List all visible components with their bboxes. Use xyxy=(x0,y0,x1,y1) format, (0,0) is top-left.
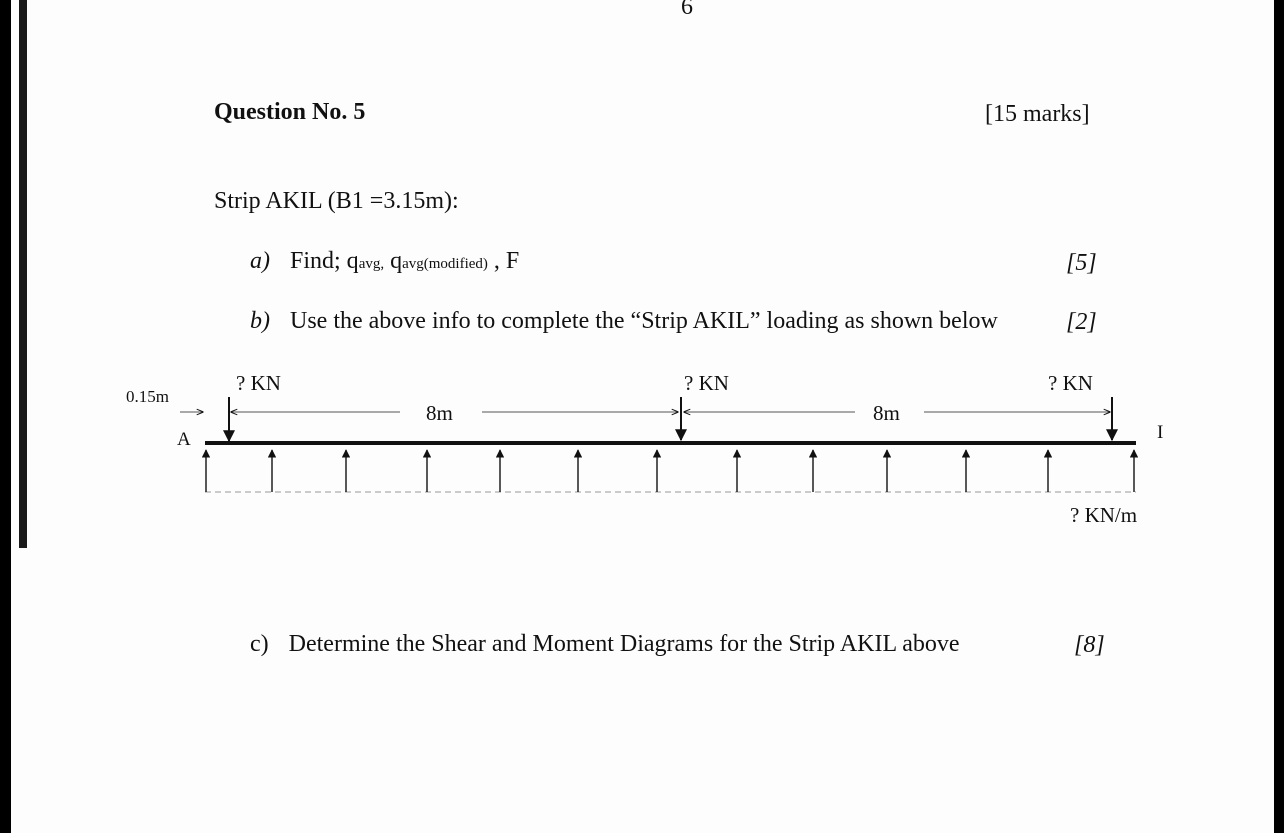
part-a-marks: [5] xyxy=(1066,250,1097,276)
strip-heading: Strip AKIL (B1 =3.15m): xyxy=(214,188,459,214)
end-label-i: I xyxy=(1157,422,1164,443)
part-c xyxy=(250,631,960,658)
span-label-1: 8m xyxy=(426,401,453,425)
load-label-left: ? KN xyxy=(236,371,281,395)
page-number: 6 xyxy=(681,0,693,20)
load-label-mid: ? KN xyxy=(684,371,729,395)
question-title: Question No. 5 xyxy=(214,99,366,125)
distributed-load xyxy=(205,450,1136,492)
part-c-text: Determine the Shear and Moment Diagrams for the Strip AKIL above xyxy=(288,631,960,657)
part-a-text3: , F xyxy=(487,248,520,274)
span-label-2: 8m xyxy=(873,401,900,425)
part-b-label: b) xyxy=(250,308,270,334)
part-a-text: Find; q xyxy=(290,248,359,274)
distributed-load-label: ? KN/m xyxy=(1070,503,1138,527)
part-a-label: a) xyxy=(250,248,270,274)
question-marks: [15 marks] xyxy=(985,101,1090,127)
part-c-marks: [8] xyxy=(1074,632,1105,658)
part-a-text2: q xyxy=(384,248,403,274)
offset-label: 0.15m xyxy=(126,387,169,406)
part-a-sub-avg-modified: avg(modified) xyxy=(402,256,488,272)
part-b-text: Use the above info to complete the “Strip AKIL” loading as shown below xyxy=(290,308,998,334)
part-a-sub-avg: avg, xyxy=(358,256,385,272)
load-label-right: ? KN xyxy=(1048,371,1093,395)
end-label-a: A xyxy=(177,429,191,450)
part-b-marks: [2] xyxy=(1066,309,1097,335)
part-c-label: c) xyxy=(250,631,269,657)
